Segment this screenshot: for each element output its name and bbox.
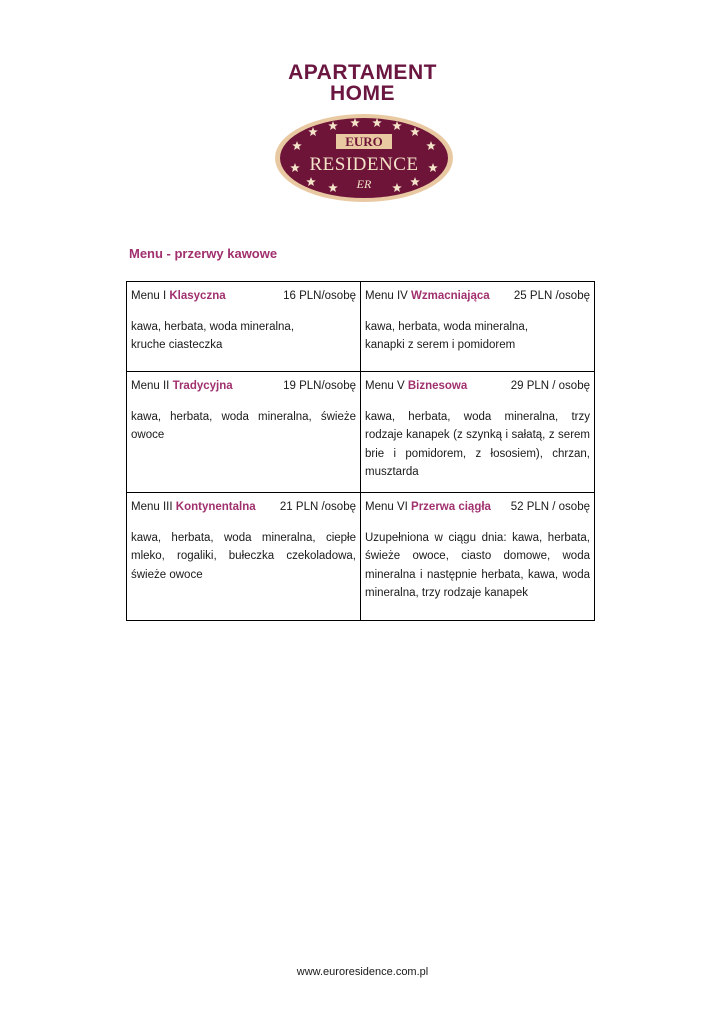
menu-price: 52 PLN / osobę xyxy=(510,501,590,513)
menu-name: Tradycyjna xyxy=(172,380,233,392)
menu-cell-6 xyxy=(361,493,595,621)
logo-residence-text: RESIDENCE xyxy=(309,154,419,175)
menu-name: Kontynentalna xyxy=(175,501,256,513)
menu-price: 16 PLN/osobę xyxy=(283,290,356,302)
menu-description: kawa, herbata, woda mineralna, ciepłe mleko, rogaliki, bułeczka czekoladowa, świeże owoce xyxy=(131,531,356,581)
footer-url[interactable]: www.euroresidence.com.pl xyxy=(296,966,429,978)
logo-euro-text: EURO xyxy=(345,134,383,149)
menu-cell-3 xyxy=(127,493,361,621)
menu-prefix: Menu VI xyxy=(365,501,408,513)
menu-prefix: Menu V xyxy=(365,380,405,392)
menu-name: Przerwa ciągła xyxy=(411,501,491,513)
logo-monogram-text: ER xyxy=(356,177,372,191)
menu-description: Uzupełniona w ciągu dnia: kawa, herbata, świeże owoce, ciasto domowe, woda mineralna i następnie herbata, kawa, woda mineralna, trzy rodzaje kanapek xyxy=(365,531,590,599)
menu-table xyxy=(126,281,595,621)
menu-cell-1 xyxy=(127,282,361,372)
brand-title xyxy=(0,62,725,104)
menu-price: 29 PLN / osobę xyxy=(510,380,590,392)
menu-description: kawa, herbata, woda mineralna, kanapki z serem i pomidorem xyxy=(365,320,529,351)
brand-line-2: HOME xyxy=(330,82,395,105)
menu-prefix: Menu III xyxy=(131,501,173,513)
menu-price: 25 PLN /osobę xyxy=(513,290,590,302)
menu-price: 21 PLN /osobę xyxy=(279,501,356,513)
menu-description: kawa, herbata, woda mineralna, kruche ciasteczka xyxy=(131,320,295,351)
brand-line-1: APARTAMENT xyxy=(288,61,437,84)
menu-prefix: Menu IV xyxy=(365,290,408,302)
menu-name: Biznesowa xyxy=(407,380,468,392)
menu-description: kawa, herbata, woda mineralna, trzy rodzaje kanapek (z szynką i sałatą, z serem brie i pomidorem, z łososiem), chrzan, musztarda xyxy=(365,410,590,478)
menu-price: 19 PLN/osobę xyxy=(283,380,356,392)
menu-name: Wzmacniająca xyxy=(411,290,490,302)
menu-description: kawa, herbata, woda mineralna, świeże owoce xyxy=(131,410,356,441)
menu-cell-4 xyxy=(361,282,595,372)
menu-prefix: Menu II xyxy=(131,380,170,392)
section-title: Menu - przerwy kawowe xyxy=(129,246,278,261)
menu-cell-5 xyxy=(361,372,595,493)
menu-prefix: Menu I xyxy=(131,290,167,302)
menu-name: Klasyczna xyxy=(169,290,226,302)
menu-cell-2 xyxy=(127,372,361,493)
euro-residence-logo xyxy=(273,112,455,204)
